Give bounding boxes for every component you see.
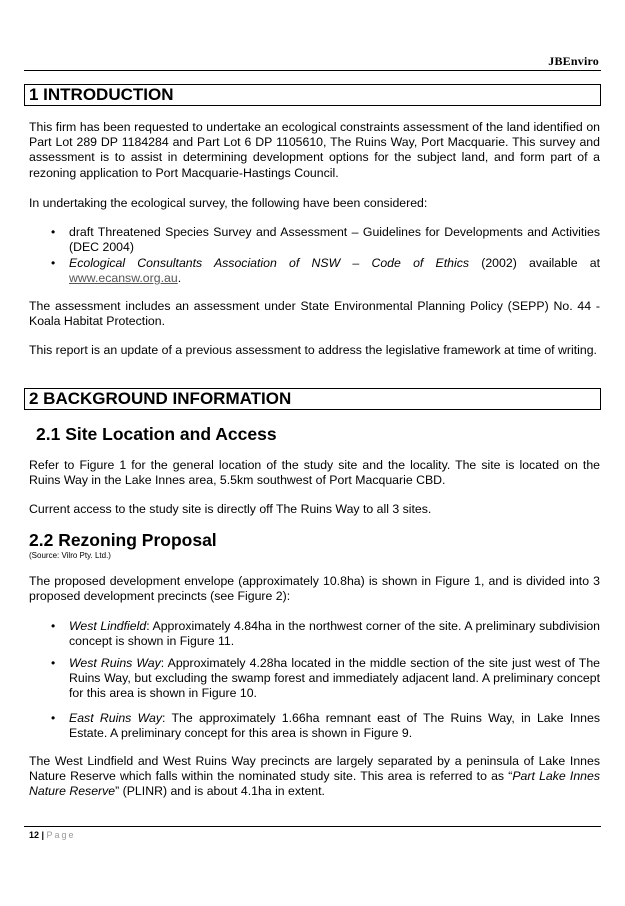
- brand-logo-text: JBEnviro: [548, 54, 599, 68]
- code-of-ethics-title: Ecological Consultants Association of NSW – Code of Ethics: [69, 256, 470, 270]
- precinct-bullet-west-lindfield: [69, 619, 600, 649]
- bullet-marker: •: [51, 225, 56, 239]
- precinct-bullet-west-ruins-way: [69, 656, 600, 702]
- precinct-bullet-east-ruins-way: [69, 711, 600, 741]
- precinct-name: West Ruins Way: [69, 656, 161, 670]
- ecansw-link[interactable]: www.ecansw.org.au: [69, 271, 178, 286]
- footer-separator: |: [39, 830, 47, 840]
- site-location-paragraph-1: Refer to Figure 1 for the general location of the study site and the locality. The site is located on the Ruins Way in the Lake Innes area, 5.5km southwest of Port Macquarie CBD.: [29, 458, 600, 488]
- precinct-description: : The approximately 1.66ha remnant east of The Ruins Way, in Lake Innes Estate. A preliminary concept for this area is shown in Figure 9.: [69, 711, 601, 741]
- header-divider: [24, 70, 601, 71]
- intro-paragraph-1: This firm has been requested to undertake an ecological constraints assessment of the land identified on Part Lot 289 DP 1184284 and Part Lot 6 DP 1105610, The Ruins Way, Port Macquarie. This survey and assessment is to assist in determining development options for the subject land, and form part of a rezoning application to Port Macquarie-Hastings Council.: [29, 120, 600, 180]
- page-footer: [29, 830, 76, 840]
- bullet-marker: •: [51, 711, 56, 725]
- bullet-2-end: .: [177, 271, 182, 286]
- plinr-paragraph: [29, 754, 600, 800]
- section-heading-background: 2 BACKGROUND INFORMATION: [24, 388, 601, 410]
- plinr-text-a: The West Lindfield and West Ruins Way precincts are largely separated by a peninsula of Lake Innes Nature Reserve which falls within the nominated study site. This area is referred to as “: [29, 754, 600, 784]
- rezoning-paragraph-1: The proposed development envelope (approximately 10.8ha) is shown in Figure 1, and is divided into 3 proposed development precincts (see Figure 2):: [29, 574, 600, 604]
- precinct-description: : Approximately 4.84ha in the northwest corner of the site. A preliminary subdivision concept is shown in Figure 11.: [69, 619, 601, 649]
- plinr-name: Part Lake Innes Nature Reserve: [29, 769, 600, 799]
- bullet-marker: •: [51, 619, 56, 633]
- intro-paragraph-3: The assessment includes an assessment under State Environmental Planning Policy (SEPP) No. 44 - Koala Habitat Protection.: [29, 299, 600, 329]
- subheading-site-location: 2.1 Site Location and Access: [36, 424, 277, 444]
- section-heading-introduction: 1 INTRODUCTION: [24, 84, 601, 106]
- intro-paragraph-2: In undertaking the ecological survey, the following have been considered:: [29, 196, 428, 210]
- source-note: (Source: Vilro Pty. Ltd.): [29, 551, 111, 560]
- bullet-marker: •: [51, 256, 56, 270]
- bullet-2-text: (2002) available at: [469, 256, 601, 270]
- site-location-paragraph-2: Current access to the study site is directly off The Ruins Way to all 3 sites.: [29, 502, 432, 516]
- precinct-name: West Lindfield: [69, 619, 147, 633]
- precinct-name: East Ruins Way: [69, 711, 162, 725]
- bullet-marker: •: [51, 656, 56, 670]
- intro-bullet-2: [69, 256, 600, 286]
- intro-paragraph-4: This report is an update of a previous assessment to address the legislative framework at time of writing.: [29, 343, 597, 357]
- page-label: Page: [46, 830, 76, 840]
- page-number: 12: [29, 830, 40, 840]
- intro-bullet-1: draft Threatened Species Survey and Assessment – Guidelines for Developments and Activities (DEC 2004): [69, 225, 600, 255]
- plinr-text-b: ” (PLINR) and is about 4.1ha in extent.: [115, 784, 325, 799]
- precinct-description: : Approximately 4.28ha located in the middle section of the site just west of The Ruins Way, but excluding the swamp forest and immediately adjacent land. A preliminary concept for this area is shown in Figure 10.: [69, 656, 600, 701]
- footer-divider: [24, 826, 601, 827]
- subheading-rezoning-proposal: 2.2 Rezoning Proposal: [29, 530, 217, 550]
